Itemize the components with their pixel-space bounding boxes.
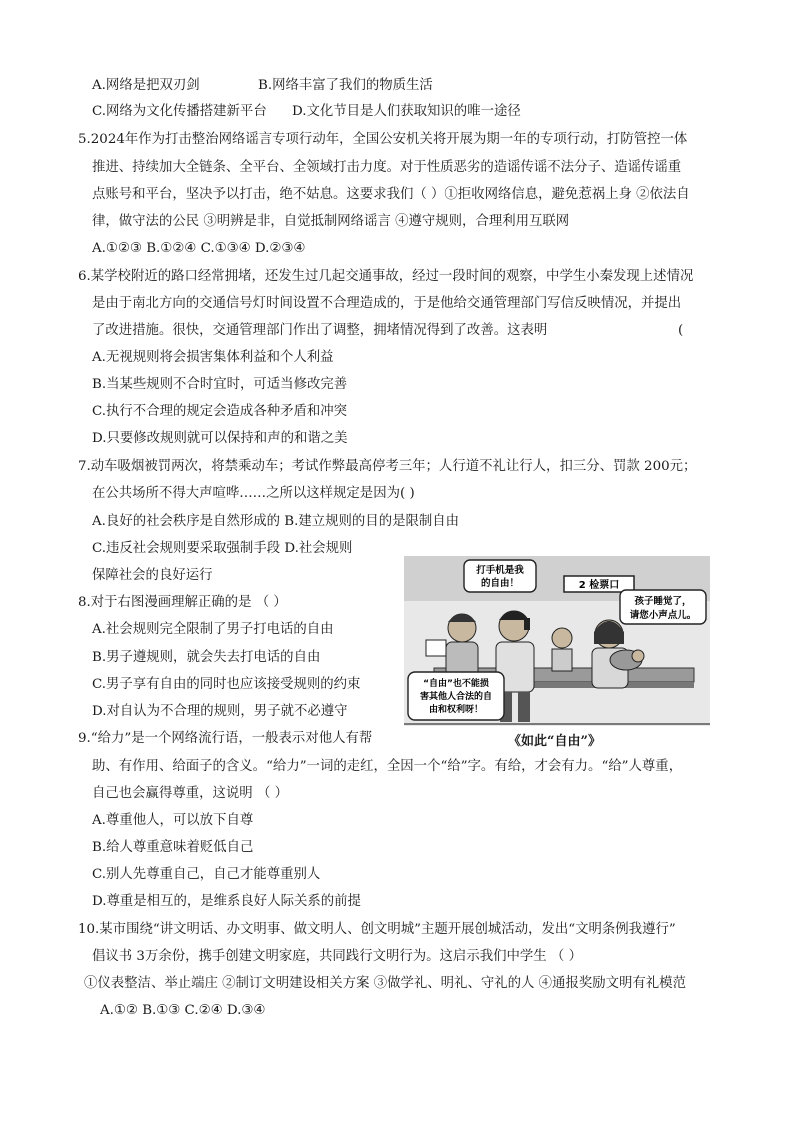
q6-answer-paren: ( [678, 323, 684, 338]
svg-text:请您小声点儿。: 请您小声点儿。 [629, 610, 697, 621]
cartoon-caption: 《如此“自由”》 [508, 734, 601, 749]
svg-text:“自由”也不能损: “自由”也不能损 [423, 679, 489, 689]
q4-option-b: B.网络丰富了我们的物质生活 [258, 78, 433, 93]
gate-sign-text: 2 检票口 [578, 580, 620, 591]
q6-option-b: B.当某些规则不合时宜时，可适当修改完善 [92, 377, 348, 392]
q9-option-c: C.别人先尊重自己，自己才能尊重别人 [92, 867, 321, 882]
q6-option-a: A.无视规则将会损害集体利益和个人利益 [92, 350, 334, 365]
q8-stem: 8.对于右图漫画理解正确的是 （ ） [78, 595, 287, 610]
q6-option-d: D.只要修改规则就可以保持和声的和谐之美 [92, 431, 348, 446]
q5-stem-line3: 点账号和平台，坚决予以打击，绝不姑息。这要求我们（ ）①拒收网络信息，避免惹祸上身 ②依法自 [92, 187, 690, 202]
q9-option-b: B.给人尊重意味着贬低自己 [92, 840, 254, 855]
q9-stem-line1: 9.“给力”是一个网络流行语，一般表示对他人有帮 [78, 731, 373, 746]
q10-stem-line3: ①仪表整洁、举止端庄 ②制订文明建设相关方案 ③做学礼、明礼、守礼的人 ④通报奖励文明有礼模范 [84, 976, 686, 991]
q6-stem-line3: 了改进措施。很快，交通管理部门作出了调整，拥堵情况得到了改善。这表明 [92, 323, 548, 338]
q7-option-d-cont: 保障社会的良好运行 [92, 568, 213, 583]
q4-option-d: D.文化节目是人们获取知识的唯一途径 [292, 104, 521, 119]
q5-options: A.①②③ B.①②④ C.①③④ D.②③④ [92, 241, 306, 256]
q6-stem-line2: 是由于南北方向的交通信号灯时间设置不合理造成的，于是他给交通管理部门写信反映情况，并提出 [92, 296, 682, 311]
q10-options: A.①② B.①③ C.②④ D.③④ [100, 1003, 266, 1018]
svg-text:打手机是我: 打手机是我 [476, 565, 524, 576]
q10-stem-line1: 10.某市围绕“讲文明话、办文明事、做文明人、创文明城”主题开展创城活动，发出“文明条例我遵行” [78, 922, 676, 937]
q9-stem-line2: 助、有作用、给面子的含义。“给力”一词的走红，全因一个“给”字。有给，才会有力。“给”人尊重， [92, 759, 683, 774]
q7-options-ab: A.良好的社会秩序是自然形成的 B.建立规则的目的是限制自由 [92, 514, 460, 529]
q10-stem-line2: 倡议书 3万余份，携手创建文明家庭，共同践行文明行为。这启示我们中学生 （ ） [92, 949, 582, 964]
q9-option-a: A.尊重他人，可以放下自尊 [92, 813, 254, 828]
q7-stem-line1: 7.动车吸烟被罚两次，将禁乘动车；考试作弊最高停考三年；人行道不礼让行人，扣三分、罚款 200元； [78, 459, 697, 474]
q8-option-a: A.社会规则完全限制了男子打电话的自由 [92, 622, 334, 637]
q7-stem-line2: 在公共场所不得大声喧哗……之所以这样规定是因为( ) [92, 486, 415, 501]
q9-stem-line3: 自己也会赢得尊重，这说明 （ ） [92, 786, 288, 801]
q5-stem-line2: 推进、持续加大全链条、全平台、全领域打击力度。对于性质恶劣的造谣传谣不法分子、造谣传谣重 [92, 160, 682, 175]
cartoon-illustration [404, 556, 710, 726]
svg-text:害其他人合法的自: 害其他人合法的自 [419, 692, 493, 702]
svg-text:的自由！: 的自由！ [480, 578, 520, 589]
q4-option-a: A.网络是把双刃剑 [92, 78, 200, 93]
q6-stem-line1: 6.某学校附近的路口经常拥堵，还发生过几起交通事故，经过一段时间的观察，中学生小秦发现上述情况 [78, 269, 694, 284]
q5-stem-line1: 5.2024年作为打击整治网络谣言专项行动年，全国公安机关将开展为期一年的专项行动，打防管控一体 [78, 132, 688, 147]
q8-option-b: B.男子遵规则，就会失去打电话的自由 [92, 650, 321, 665]
svg-text:孩子睡觉了，: 孩子睡觉了， [634, 596, 692, 607]
q5-stem-line4: 律，做守法的公民 ③明辨是非，自觉抵制网络谣言 ④遵守规则，合理利用互联网 [92, 214, 570, 229]
q6-option-c: C.执行不合理的规定会造成各种矛盾和冲突 [92, 404, 348, 419]
q4-option-c: C.网络为文化传播搭建新平台 [92, 104, 267, 119]
q9-option-d: D.尊重是相互的，是维系良好人际关系的前提 [92, 894, 361, 909]
q7-options-cd: C.违反社会规则要采取强制手段 D.社会规则 [92, 541, 353, 556]
q8-option-d: D.对自认为不合理的规则，男子就不必遵守 [92, 704, 348, 719]
q8-option-c: C.男子享有自由的同时也应该接受规则的约束 [92, 677, 361, 692]
svg-text:由和权利呀！: 由和权利呀！ [428, 705, 484, 715]
